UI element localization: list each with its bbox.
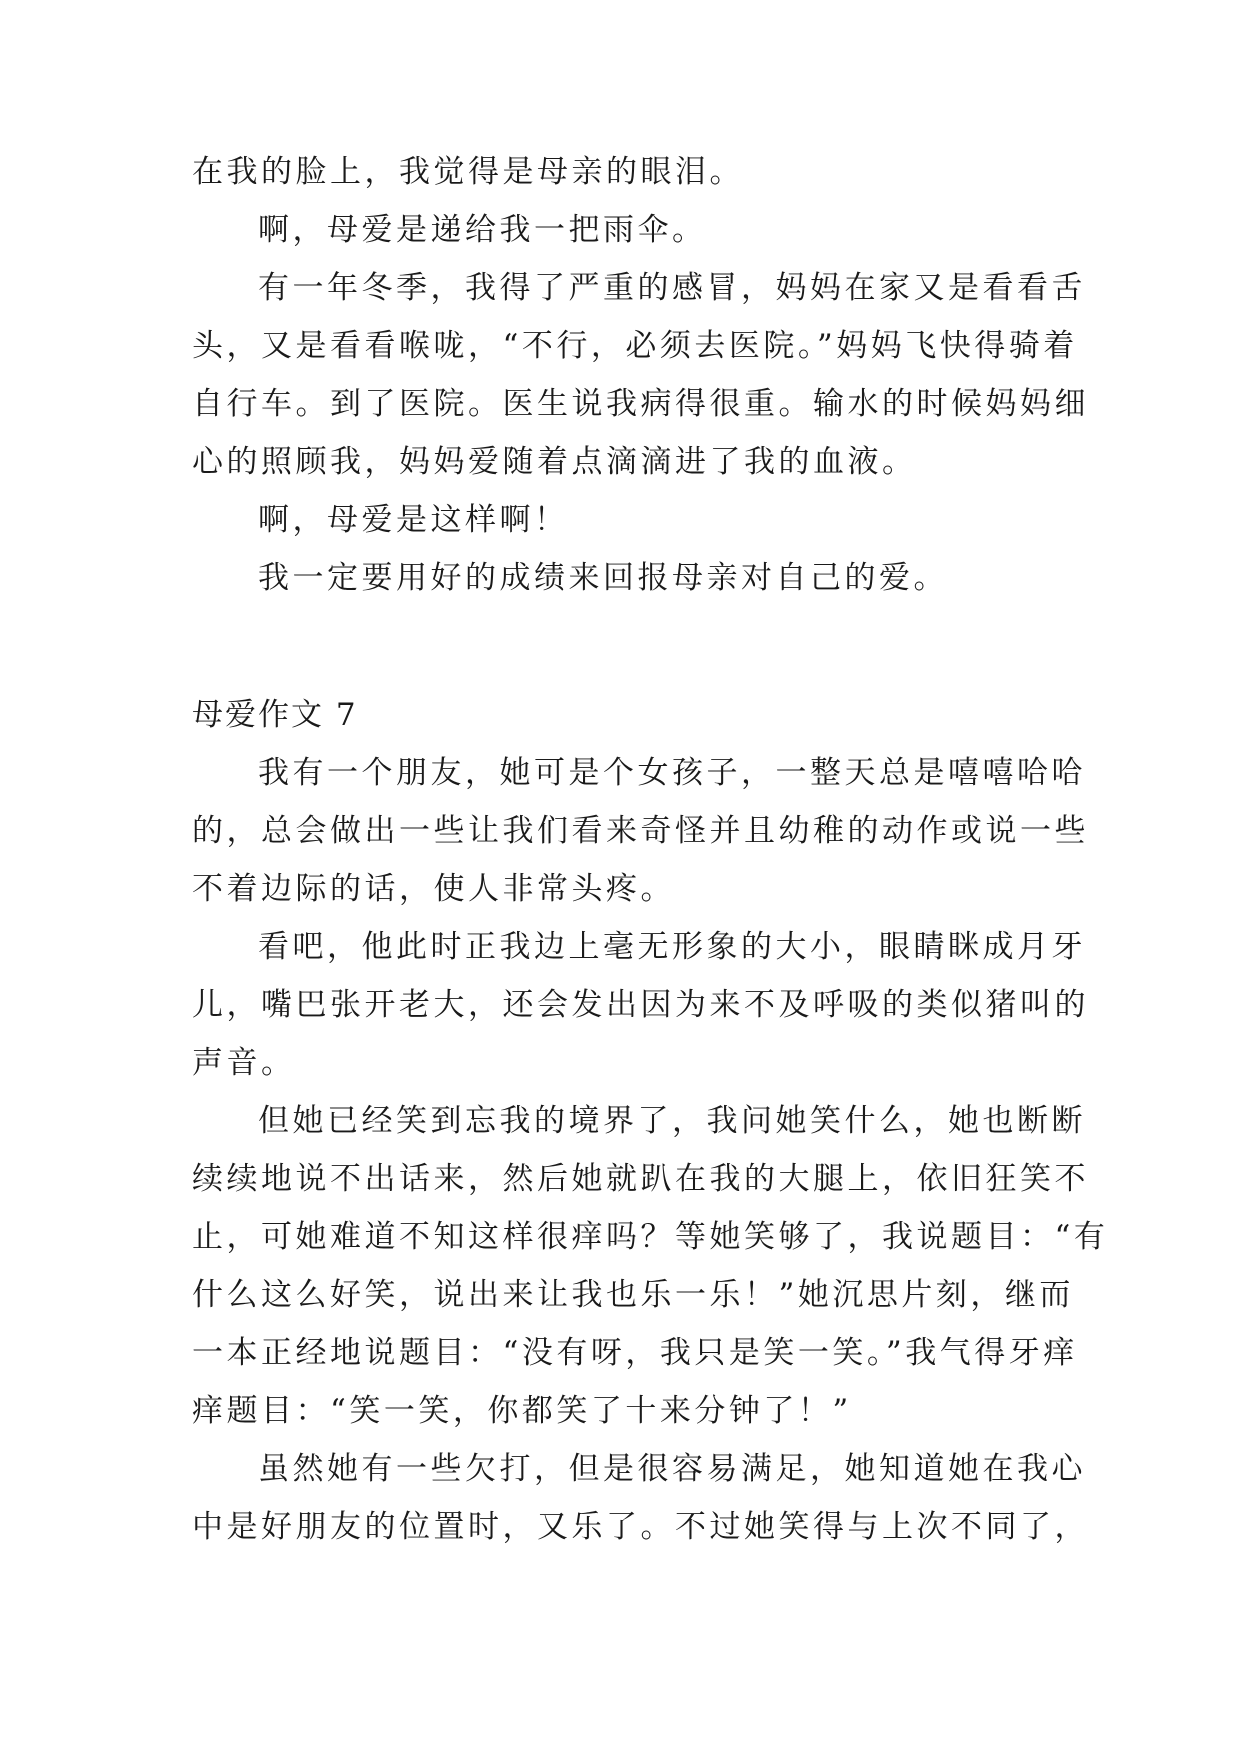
text-line: 但她已经笑到忘我的境界了，我问她笑什么，她也断断 [258, 1103, 1086, 1139]
text-line: 心的照顾我，妈妈爱随着点滴滴进了我的血液。 [192, 444, 917, 480]
text-line: 续续地说不出话来，然后她就趴在我的大腿上，依旧狂笑不 [192, 1161, 1089, 1197]
text-line: 不着边际的话，使人非常头疼。 [192, 871, 675, 907]
text-line: 自行车。到了医院。医生说我病得很重。输水的时候妈妈细 [192, 386, 1089, 422]
text-line: 儿，嘴巴张开老大，还会发出因为来不及呼吸的类似猪叫的 [192, 987, 1089, 1023]
text-line: 止，可她难道不知这样很痒吗？等她笑够了，我说题目：“有 [192, 1219, 1109, 1255]
text-line: 我一定要用好的成绩来回报母亲对自己的爱。 [258, 560, 948, 596]
text-line: 一本正经地说题目：“没有呀，我只是笑一笑。”我气得牙痒 [192, 1335, 1078, 1371]
text-line: 痒题目：“笑一笑，你都笑了十来分钟了！” [192, 1393, 852, 1429]
text-line: 什么这么好笑，说出来让我也乐一乐！”她沉思片刻，继而 [192, 1277, 1074, 1313]
text-line: 的，总会做出一些让我们看来奇怪并且幼稚的动作或说一些 [192, 813, 1089, 849]
text-line: 我有一个朋友，她可是个女孩子，一整天总是嘻嘻哈哈 [258, 755, 1086, 791]
text-line: 中是好朋友的位置时，又乐了。不过她笑得与上次不同了， [192, 1509, 1089, 1545]
text-line: 声音。 [192, 1045, 296, 1081]
text-line: 看吧，他此时正我边上毫无形象的大小，眼睛眯成月牙 [258, 929, 1086, 965]
text-line: 在我的脸上，我觉得是母亲的眼泪。 [192, 154, 744, 190]
text-line: 啊，母爱是递给我一把雨伞。 [258, 212, 707, 248]
section-heading: 母爱作文 7 [192, 697, 358, 733]
text-line: 头，又是看看喉咙，“不行，必须去医院。”妈妈飞快得骑着 [192, 328, 1078, 364]
text-line: 虽然她有一些欠打，但是很容易满足，她知道她在我心 [258, 1451, 1086, 1487]
text-line: 啊，母爱是这样啊！ [258, 502, 569, 538]
text-line: 有一年冬季，我得了严重的感冒，妈妈在家又是看看舌 [258, 270, 1086, 306]
